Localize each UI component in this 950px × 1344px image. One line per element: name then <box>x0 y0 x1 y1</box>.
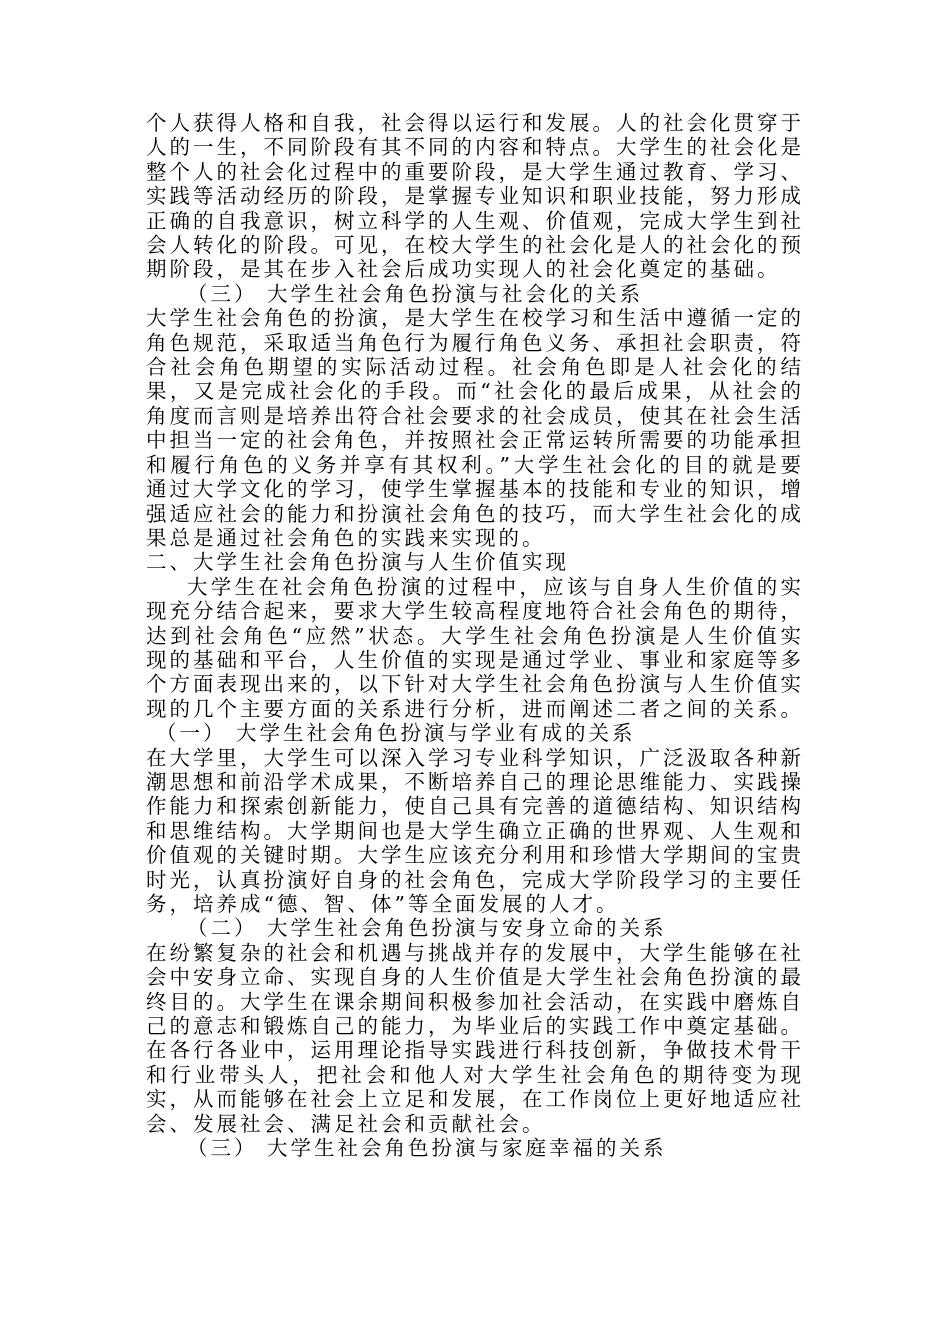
document-body <box>146 111 804 1160</box>
section-heading: 二、大学生社会角色扮演与人生价值实现 <box>146 550 569 575</box>
body-paragraph: 大学生在社会角色扮演的过程中，应该与自身人生价值的实现充分结合起来，要求大学生较高程度地符合社会角色的期待，达到社会角色“应然”状态。大学生社会角色扮演是人生价值实现的基础和平台，人生价值的实现是通过学业、事业和家庭等多个方面表现出来的，以下针对大学生社会角色扮演与人生价值实现的几个主要方面的关系进行分析，进而阐述二者之间的关系。 <box>146 574 804 721</box>
section-subheading: （二） 大学生社会角色扮演与安身立命的关系 <box>187 916 667 941</box>
body-paragraph: 个人获得人格和自我，社会得以运行和发展。人的社会化贯穿于人的一生，不同阶段有其不同的内容和特点。大学生的社会化是整个人的社会化过程中的重要阶段，是大学生通过教育、学习、实践等活动经历的阶段，是掌握专业知识和职业技能，努力形成正确的自我意识，树立科学的人生观、价值观，完成大学生到社会人转化的阶段。可见，在校大学生的社会化是人的社会化的预期阶段，是其在步入社会后成功实现人的社会化奠定的基础。 <box>146 111 804 282</box>
section-subheading: （三） 大学生社会角色扮演与家庭幸福的关系 <box>187 1136 667 1161</box>
body-paragraph: 大学生社会角色的扮演，是大学生在校学习和生活中遵循一定的角色规范，采取适当角色行为履行角色义务、承担社会职责，符合社会角色期望的实际活动过程。社会角色即是人社会化的结果，又是完成社会化的手段。而“社会化的最后成果，从社会的角度而言则是培养出符合社会要求的社会成员，使其在社会生活中担当一定的社会角色，并按照社会正常运转所需要的功能承担和履行角色的义务并享有其权利。”大学生社会化的目的就是要通过大学文化的学习，使学生掌握基本的技能和专业的知识，增强适应社会的能力和扮演社会角色的技巧，而大学生社会化的成果总是通过社会角色的实践来实现的。 <box>146 306 804 550</box>
section-subheading: （三） 大学生社会角色扮演与社会化的关系 <box>187 281 644 306</box>
section-subheading: （一） 大学生社会角色扮演与学业有成的关系 <box>156 721 636 746</box>
body-paragraph: 在纷繁复杂的社会和机遇与挑战并存的发展中，大学生能够在社会中安身立命、实现自身的人生价值是大学生社会角色扮演的最终目的。大学生在课余期间积极参加社会活动，在实践中磨炼自己的意志和锻炼自己的能力，为毕业后的实践工作中奠定基础。在各行各业中，运用理论指导实践进行科技创新，争做技术骨干和行业带头人，把社会和他人对大学生社会角色的期待变为现实，从而能够在社会上立足和发展，在工作岗位上更好地适应社会、发展社会、满足社会和贡献社会。 <box>146 940 804 1136</box>
body-paragraph: 在大学里，大学生可以深入学习专业科学知识，广泛汲取各种新潮思想和前沿学术成果，不断培养自己的理论思维能力、实践操作能力和探索创新能力，使自己具有完善的道德结构、知识结构和思维结构。大学期间也是大学生确立正确的世界观、人生观和价值观的关键时期。大学生应该充分利用和珍惜大学期间的宝贵时光，认真扮演好自身的社会角色，完成大学阶段学习的主要任务，培养成“德、智、体”等全面发展的人才。 <box>146 745 804 916</box>
